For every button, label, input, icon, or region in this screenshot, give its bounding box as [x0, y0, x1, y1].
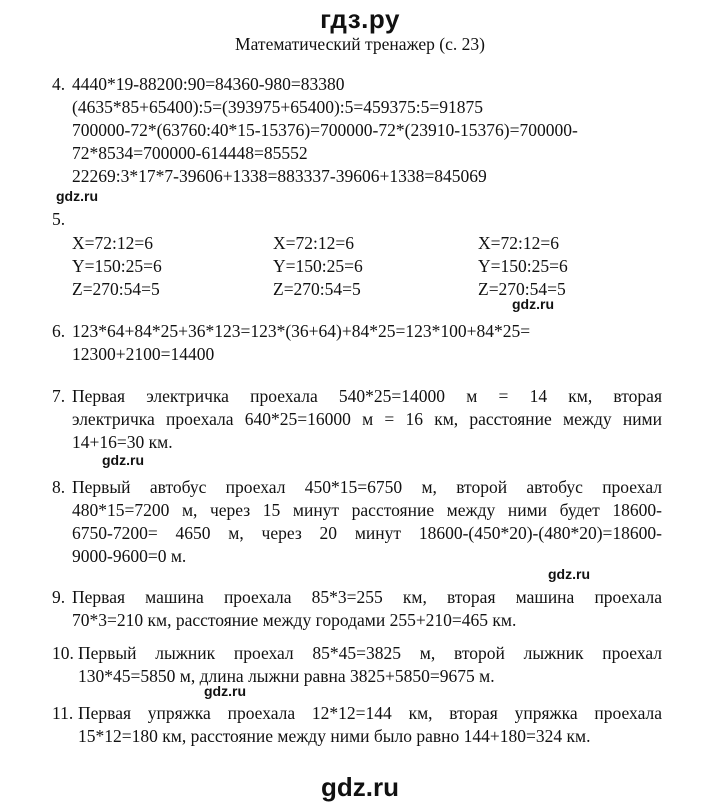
task9-line: 70*3=210 км, расстояние между городами 255+210=465 км. [72, 610, 517, 630]
task5-col2-item: Y=150:25=6 [273, 256, 363, 276]
task5-col3-item: Y=150:25=6 [478, 256, 568, 276]
task5-col3-item: Z=270:54=5 [478, 279, 566, 299]
watermark: gdz.ru [548, 566, 590, 582]
task4-line: 4440*19-88200:90=84360-980=83380 [72, 74, 345, 94]
task10-number: 10. [52, 643, 74, 663]
task5-col2-item: X=72:12=6 [273, 233, 354, 253]
task4-line: 700000-72*(63760:40*15-15376)=700000-72*(23910-15376)=700000- [72, 120, 578, 140]
watermark: gdz.ru [204, 683, 246, 699]
site-footer: gdz.ru [321, 772, 399, 802]
task6-line: 123*64+84*25+36*123=123*(36+64)+84*25=123*100+84*25= [72, 321, 531, 341]
task10-line: 130*45=5850 м, длина лыжни равна 3825+5850=9675 м. [78, 666, 495, 686]
task5-col1-item: Y=150:25=6 [72, 256, 162, 276]
task9-line: Первая машина проехала 85*3=255 км, вторая машина проехала [72, 587, 662, 607]
task11-line: 15*12=180 км, расстояние между ними было равно 144+180=324 км. [78, 726, 591, 746]
task8-number: 8. [52, 477, 66, 497]
task5-col1-item: X=72:12=6 [72, 233, 153, 253]
watermark: gdz.ru [56, 188, 98, 204]
task11-line: Первая упряжка проехала 12*12=144 км, вторая упряжка проехала [78, 703, 662, 723]
site-header: гдз.ру [320, 4, 400, 34]
task4-line: (4635*85+65400):5=(393975+65400):5=459375:5=91875 [72, 97, 483, 117]
task10-line: Первый лыжник проехал 85*45=3825 м, второй лыжник проехал [78, 643, 662, 663]
task8-line: 6750-7200= 4650 м, через 20 минут 18600-(450*20)-(480*20)=18600- [72, 523, 662, 543]
task7-line: электричка проехала 640*25=16000 м = 16 км, расстояние между ними [72, 409, 662, 429]
task9-number: 9. [52, 587, 66, 607]
task7-line: Первая электричка проехала 540*25=14000 м = 14 км, вторая [72, 386, 662, 406]
task4-line: 22269:3*17*7-39606+1338=883337-39606+1338=845069 [72, 166, 487, 186]
task6-number: 6. [52, 321, 66, 341]
watermark: gdz.ru [102, 452, 144, 468]
task8-line: 480*15=7200 м, через 15 минут расстояние между ними будет 18600- [72, 500, 662, 520]
task4-line: 72*8534=700000-614448=85552 [72, 143, 308, 163]
page-subtitle: Математический тренажер (с. 23) [235, 34, 485, 54]
task7-number: 7. [52, 386, 66, 406]
task5-col3-item: X=72:12=6 [478, 233, 559, 253]
watermark: gdz.ru [512, 296, 554, 312]
task5-number: 5. [52, 209, 66, 229]
task11-number: 11. [52, 703, 74, 723]
task6-line: 12300+2100=14400 [72, 344, 215, 364]
task4-number: 4. [52, 74, 66, 94]
task8-line: 9000-9600=0 м. [72, 546, 187, 566]
task5-col1-item: Z=270:54=5 [72, 279, 160, 299]
task7-line: 14+16=30 км. [72, 432, 173, 452]
task5-col2-item: Z=270:54=5 [273, 279, 361, 299]
task8-line: Первый автобус проехал 450*15=6750 м, второй автобус проехал [72, 477, 662, 497]
